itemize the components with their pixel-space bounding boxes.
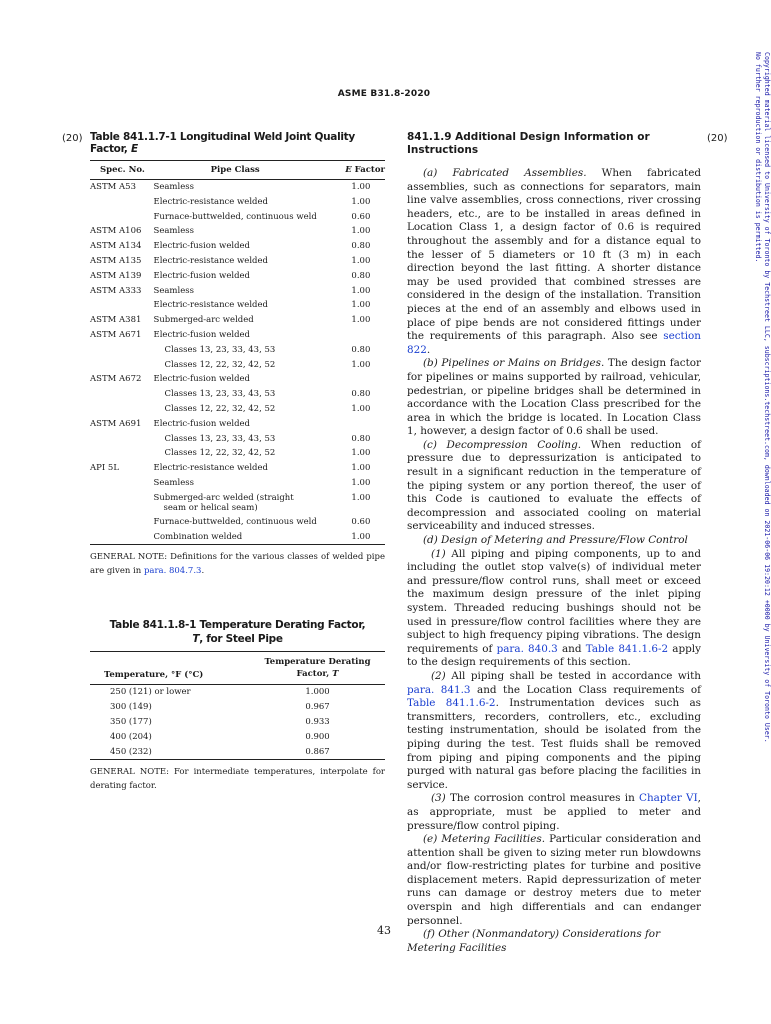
derating-header-word: Factor, (296, 669, 333, 680)
para-e (407, 833, 701, 928)
table-row (90, 432, 385, 447)
table-841-1-6-2-link[interactable]: Table 841.1.6-2 (585, 642, 669, 655)
pipe-class-cell: Electric-fusion welded (153, 418, 250, 429)
table-row (90, 685, 385, 700)
running-header: ASME B31.8-2020 (337, 89, 431, 99)
right-column (407, 131, 701, 955)
e-factor-cell: 1.00 (351, 492, 371, 503)
derating-factor-cell: 0.967 (305, 702, 330, 713)
para-804-7-3-link[interactable]: para. 804.7.3 (143, 565, 202, 576)
derating-header-var: T (332, 669, 339, 680)
spec-cell (90, 446, 154, 461)
table-row (90, 298, 385, 313)
pipe-class-line1: Submerged-arc welded (straight (153, 492, 294, 503)
para-d3-end: , as appropriate, must be applied to meter and pressure/flow control piping. (407, 792, 701, 832)
left-column (90, 131, 385, 793)
spec-cell (90, 515, 154, 530)
derating-factor-cell: 0.867 (305, 746, 330, 757)
copyright-notice (747, 52, 771, 743)
temperature-cell: 450 (232) (110, 746, 152, 757)
table1-title (90, 131, 385, 155)
pipe-class-cell: Electric-fusion welded (153, 241, 250, 252)
para-d2-text1: All piping shall be tested in accordance with (445, 669, 701, 682)
pipe-class-cell (154, 491, 317, 515)
table-row (90, 313, 385, 328)
para-d2-text3: . Instrumentation devices such as transmitters, recorders, controllers, etc., excluding testing instrumentation, should be isolated from the piping during the test. Test fluids shall be removed from piping and piping components and the piping purged with natural gas before placing the facilities in service. (407, 697, 701, 791)
pipe-class-cell: Classes 13, 23, 33, 43, 53 (164, 389, 276, 400)
temperature-cell: 250 (121) or lower (110, 687, 191, 698)
pipe-class-cell: Seamless (153, 477, 194, 488)
table-row (90, 180, 385, 195)
table-row (90, 358, 385, 373)
spec-cell (90, 210, 154, 225)
spec-cell: ASTM A53 (90, 182, 136, 192)
pipe-class-cell: Furnace-buttwelded, continuous weld (153, 516, 317, 527)
table-row (90, 269, 385, 284)
para-e-text: Particular consideration and attention shall be given to sizing meter run blowdowns and/or flow-restricting plates for turbine and positive displacement meters. Rapid depressurization of meter runs can damage or destroy meters due to meter overspin and high differentials and can endanger personnel. (407, 833, 701, 927)
table-row (90, 491, 385, 515)
table-row (90, 476, 385, 491)
table1-title-var: E (130, 143, 138, 155)
e-factor-cell (317, 417, 385, 432)
table-row (90, 446, 385, 461)
derating-factor-cell: 0.933 (305, 716, 330, 727)
table-row (90, 210, 385, 225)
spec-cell (90, 298, 154, 313)
col-pipe-class-header: Pipe Class (210, 165, 260, 175)
table-row (90, 328, 385, 343)
e-factor-cell: 1.00 (351, 196, 371, 207)
table-row (90, 700, 385, 715)
copyright-line-1: Copyrighted material licensed to University of Toronto by Techstreet LLC, subscriptions.techstreet.com, downloaded on 2021-06-06 19:20:12 +0000 by University of Toronto User. (763, 52, 771, 743)
para-d1-label: (1) (431, 547, 446, 560)
e-factor-cell: 1.00 (351, 448, 371, 459)
table-row (90, 461, 385, 476)
table-row (90, 730, 385, 745)
page-number: 43 (377, 924, 391, 937)
spec-cell (90, 402, 154, 417)
e-factor-cell: 1.00 (351, 255, 371, 266)
para-f-label: (f) Other (Nonmandatory) Considerations for Metering Facilities (407, 928, 661, 954)
e-factor-cell: 0.60 (351, 211, 371, 222)
table2-title-var: T (192, 633, 200, 646)
para-c (407, 439, 701, 534)
pipe-class-cell: Electric-fusion welded (153, 374, 250, 385)
pipe-class-cell: Seamless (153, 226, 194, 237)
pipe-class-cell: Submerged-arc welded (153, 315, 254, 326)
copyright-line-2: No further reproduction or distribution is permitted. (754, 52, 762, 263)
spec-cell (90, 343, 154, 358)
e-factor-cell: 1.00 (351, 226, 371, 237)
weld-factor-rows (90, 180, 385, 545)
para-840-3-link[interactable]: para. 840.3 (496, 642, 558, 655)
spec-cell: ASTM A134 (90, 241, 142, 252)
derating-header-l2 (250, 668, 385, 680)
table2-title-line2 (90, 632, 385, 646)
para-c-label: (c) Decompression Cooling. (423, 438, 582, 451)
e-factor-cell: 1.00 (351, 300, 371, 311)
derating-factor-cell: 0.900 (305, 731, 330, 742)
spec-cell: ASTM A381 (90, 315, 142, 326)
revision-mark-right: (20) (707, 133, 728, 144)
table2-title-line1: Table 841.1.8-1 Temperature Derating Factor, (109, 619, 366, 632)
e-factor-cell: 1.00 (351, 182, 371, 192)
temperature-cell: 400 (204) (110, 731, 152, 742)
spec-cell: ASTM A691 (90, 418, 142, 429)
table-row (90, 239, 385, 254)
derating-rows (90, 685, 385, 760)
para-d2-label: (2) (431, 669, 446, 682)
e-factor-cell: 1.00 (351, 403, 371, 414)
pipe-class-cell: Classes 13, 23, 33, 43, 53 (164, 433, 276, 444)
spec-cell (90, 491, 154, 515)
para-b-label: (b) Pipelines or Mains on Bridges. (423, 357, 605, 370)
table1-note-text: GENERAL NOTE: Definitions for the various classes of welded pipe are given in (90, 552, 385, 576)
spec-cell: API 5L (90, 463, 119, 474)
spec-cell (90, 358, 154, 373)
spec-cell: ASTM A139 (90, 270, 142, 281)
spec-cell: ASTM A106 (90, 226, 142, 237)
table-row (90, 195, 385, 210)
para-d2-text2: and the Location Class requirements of (470, 683, 701, 696)
table-row (90, 387, 385, 402)
spec-cell: ASTM A333 (90, 285, 142, 296)
pipe-class-cell: Electric-resistance welded (153, 463, 268, 474)
table-841-1-6-2-link-2[interactable]: Table 841.1.6-2 (407, 697, 496, 710)
table-row (90, 372, 385, 387)
spec-cell (90, 195, 154, 210)
weld-factor-table (90, 160, 385, 545)
table-row (90, 417, 385, 432)
table2-note: GENERAL NOTE: For intermediate temperatures, interpolate for derating factor. (90, 767, 385, 791)
e-factor-cell: 1.00 (351, 285, 371, 296)
factor-var: E (345, 165, 352, 175)
factor-word: Factor (351, 165, 385, 175)
e-factor-cell (317, 372, 385, 387)
temp-derating-table (90, 651, 385, 760)
section-822-link[interactable]: section 822 (407, 330, 701, 356)
para-d (407, 534, 701, 548)
e-factor-cell: 1.00 (351, 531, 371, 542)
para-d3-text: The corrosion control measures in (445, 792, 640, 805)
table-row (90, 254, 385, 269)
spec-cell (90, 432, 154, 447)
para-d1 (407, 548, 701, 670)
para-d1-mid: and (557, 642, 586, 655)
e-factor-cell: 0.80 (351, 344, 371, 355)
pipe-class-cell: Electric-resistance welded (153, 300, 268, 311)
e-factor-cell: 0.60 (351, 516, 371, 527)
spec-cell: ASTM A672 (90, 374, 142, 385)
e-factor-cell: 0.80 (351, 433, 371, 444)
e-factor-cell: 1.00 (351, 477, 371, 488)
col-spec-header: Spec. No. (100, 165, 145, 175)
table-row (90, 745, 385, 760)
pipe-class-cell: Electric-resistance welded (153, 196, 268, 207)
para-a-end: . (426, 343, 431, 356)
e-factor-cell: 1.00 (351, 315, 371, 326)
pipe-class-cell: Seamless (153, 285, 194, 296)
temperature-cell: 300 (149) (110, 702, 152, 713)
para-d3-label: (3) (431, 792, 446, 805)
table-row (90, 343, 385, 358)
e-factor-cell: 0.80 (351, 389, 371, 400)
e-factor-cell: 1.00 (351, 359, 371, 370)
para-b-text: The design factor for pipelines or mains supported by railroad, vehicular, pedestrian, or pipeline bridges shall be determined in accordance with the Location Class prescribed for the area in which the bridge is located. In Location Class 1, however, a design factor of 0.6 shall be used. (407, 357, 701, 438)
pipe-class-cell: Classes 12, 22, 32, 42, 52 (164, 359, 276, 370)
col-factor-header (317, 161, 385, 180)
para-d3 (407, 792, 701, 833)
table2-title (90, 618, 385, 646)
para-841-3-link[interactable]: para. 841.3 (407, 683, 471, 696)
section-title: 841.1.9 Additional Design Information or Instructions (407, 131, 650, 156)
para-a (407, 167, 701, 357)
spec-cell (90, 476, 154, 491)
para-e-label: (e) Metering Facilities. (423, 833, 546, 846)
e-factor-cell: 0.80 (351, 270, 371, 281)
col-temp-header: Temperature, °F (°C) (104, 670, 204, 681)
para-b (407, 357, 701, 439)
e-factor-cell: 0.80 (351, 241, 371, 252)
para-a-text: When fabricated assemblies, such as connections for separators, main line valve assemblies, cross connections, river crossing headers, etc., are to be installed in areas defined in Location Class 1, a design factor of 0.6 is required throughout the assembly and for a distance equal to the lesser of 5 diameters or 10 ft (3 m) in each direction beyond the last fitting. A shorter distance may be used provided that combined stresses are considered in the design of the installation. Transition pieces at the end of an assembly and elbows used in place of pipe bends are not considered fittings under the requirements of this paragraph. Also see (407, 167, 701, 343)
pipe-class-cell: Classes 12, 22, 32, 42, 52 (164, 403, 276, 414)
table-row (90, 284, 385, 299)
e-factor-cell: 1.00 (351, 463, 371, 474)
table1-note (90, 551, 385, 578)
temperature-cell: 350 (177) (110, 716, 152, 727)
spec-cell: ASTM A671 (90, 329, 142, 340)
table1-note-end: . (201, 565, 205, 576)
pipe-class-cell: Electric-fusion welded (153, 329, 250, 340)
col-derating-header (250, 652, 385, 685)
table-row (90, 530, 385, 545)
e-factor-cell (317, 328, 385, 343)
pipe-class-cell: Seamless (153, 182, 194, 192)
chapter-vi-link[interactable]: Chapter VI (639, 792, 698, 805)
revision-mark-left: (20) (62, 133, 83, 144)
pipe-class-cell: Electric-resistance welded (153, 255, 268, 266)
table-row (90, 715, 385, 730)
pipe-class-cell: Combination welded (153, 531, 243, 542)
para-d-label: (d) Design of Metering and Pressure/Flow Control (423, 534, 688, 547)
pipe-class-cell: Classes 12, 22, 32, 42, 52 (164, 448, 276, 459)
spec-cell: ASTM A135 (90, 255, 142, 266)
spec-cell (90, 387, 154, 402)
pipe-class-cell: Classes 13, 23, 33, 43, 53 (164, 344, 276, 355)
table1-title-text: Table 841.1.7-1 Longitudinal Weld Joint Quality Factor, (90, 131, 355, 155)
para-d1-text: All piping and piping components, up to and including the outlet stop valve(s) of individual meter and pressure/flow control runs, shall meet or exceed the maximum design pressure of the inlet piping system. Threaded reducing bushings should not be used in pressure/flow control facilities where they are subject to high frequency piping vibrations. The design requirements of (407, 547, 701, 655)
para-c-text: When reduction of pressure due to depressurization is anticipated to result in a significant reduction in the temperature of the piping system or any portion thereof, the user of this Code is cautioned to evaluate the effects of decompression and associated cooling on material serviceability and induced stresses. (407, 438, 701, 533)
derating-header-l1: Temperature Derating (264, 657, 371, 668)
pipe-class-cell: Furnace-buttwelded, continuous weld (153, 211, 317, 222)
spec-cell (90, 530, 154, 545)
para-d1-end: apply to the design requirements of this section. (407, 642, 701, 669)
derating-factor-cell: 1.000 (305, 687, 330, 698)
table-row (90, 402, 385, 417)
table2-title-rest: , for Steel Pipe (199, 633, 283, 646)
para-d2 (407, 670, 701, 792)
table-row (90, 515, 385, 530)
para-a-label: (a) Fabricated Assemblies. (423, 167, 587, 179)
pipe-class-cell: Electric-fusion welded (153, 270, 250, 281)
pipe-class-line2: seam or helical seam) (163, 502, 258, 513)
table-row (90, 224, 385, 239)
